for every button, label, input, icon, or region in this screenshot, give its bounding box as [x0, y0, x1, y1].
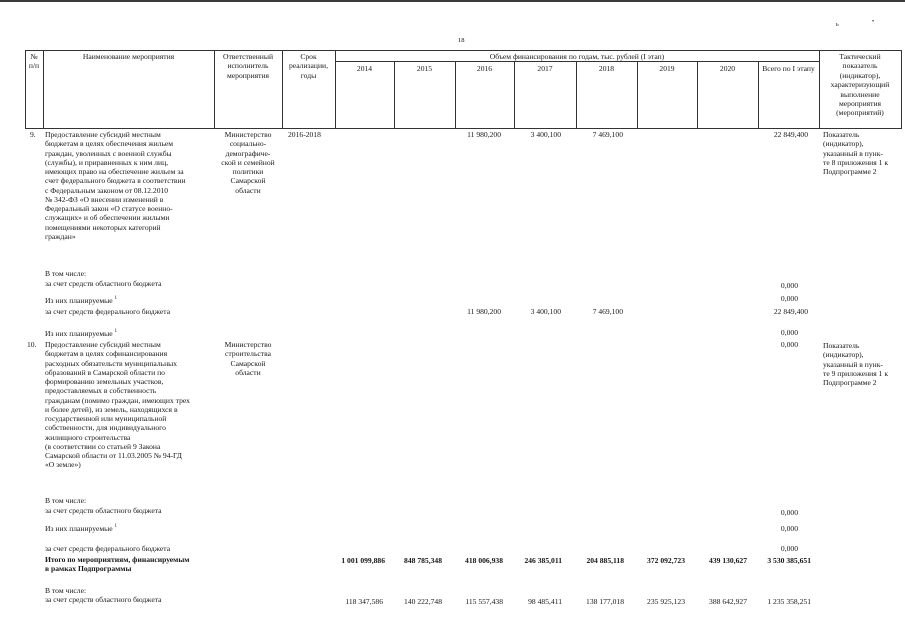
row-term: 2016-2018 [288, 130, 321, 139]
total-2017: 246 385,011 [524, 556, 562, 565]
value-2016: 11 980,200 [467, 307, 501, 316]
total-2019: 372 092,723 [647, 556, 685, 565]
row-indicator: Показатель (индикатор), указанный в пунк- те 8 приложения 1 к Подпрограмме 2 [823, 130, 889, 177]
row-executor: Министерство строительства Самарской области [224, 340, 272, 377]
regional-2018: 138 177,018 [586, 597, 624, 606]
totals-label: Итого по мероприятиям, финансируемым в рамках Подпрограммы [45, 555, 190, 574]
header-total: Всего по I этапу [762, 64, 815, 73]
total-2014: 1 001 099,886 [341, 556, 385, 565]
header-funding: Объем финансирования по годам, тыс. рублей (I этап) [489, 52, 665, 61]
total-2015: 848 785,348 [404, 556, 442, 565]
subrow-label: Из них планируемые $^1$ [45, 524, 118, 533]
value-2018: 7 469,100 [592, 307, 623, 316]
value-2017: 3 400,100 [530, 307, 561, 316]
scan-mark: ь [836, 22, 839, 28]
regional-2017: 98 485,411 [528, 597, 562, 606]
value-2017: 3 400,100 [530, 130, 561, 139]
regional-2016: 115 557,438 [465, 597, 503, 606]
header-number: № п/п [28, 52, 40, 71]
subrow-label: В том числе: [45, 586, 87, 595]
header-year: 2014 [356, 64, 373, 73]
subrow-label: В том числе: [45, 496, 87, 505]
scan-mark: • [872, 19, 875, 25]
value-total: 0,000 [780, 294, 798, 303]
total-all: 3 530 385,651 [767, 556, 811, 565]
header-year: 2020 [719, 64, 736, 73]
regional-2015: 140 222,748 [404, 597, 442, 606]
row-description: Предоставление субсидий местным бюджетам в целях обеспечения жильем граждан, уволенных с военной службы (службы), и приравненных к ним лиц, имеющих право на обеспечение жильем за счет федерального бюджета в соответствии с Федеральным законом от 08.12.2010 № 342-ФЗ «О внесении изменений в Федеральный закон «О статусе военно- служащих» и об обеспечении жилыми помещениями некоторых категорий граждан» [45, 130, 186, 241]
subrow-label: за счет средств федерального бюджета [45, 307, 171, 316]
value-total: 0,000 [780, 544, 798, 553]
header-year: 2018 [598, 64, 615, 73]
row-description: Предоставление субсидий местным бюджетам в целях софинансирования расходных обязательств муниципальных образований в Самарской области по формированию земельных участков, предоставляемых в собственность гражданам (помимо граждан, имеющих трех и более детей), из земель, находящихся в государственной или муниципальной собственности, для индивидуального жилищного строительства (в соответствии со статьей 9 Закона Самарской области от 11.03.2005 № 94-ГД «О земле») [45, 340, 190, 470]
value-total: 0,000 [780, 281, 798, 290]
total-2016: 418 006,938 [465, 556, 503, 565]
value-total: 22 849,400 [773, 307, 808, 316]
value-total: 0,000 [780, 524, 798, 533]
header-executor: Ответственный исполнитель мероприятия [222, 52, 274, 80]
subrow-label: за счет средств областного бюджета [45, 506, 162, 515]
value-total: 0,000 [780, 328, 798, 337]
header-year: 2017 [537, 64, 553, 73]
row-indicator: Показатель (индикатор), указанный в пунк- те 9 приложения 1 к Подпрограмме 2 [823, 341, 889, 388]
value-2016: 11 980,200 [467, 130, 501, 139]
subrow-label: В том числе: [45, 269, 87, 278]
header-indicator: Тактический показатель (индикатор), характеризующий выполнение мероприятия (мероприятий) [830, 52, 890, 118]
page-number: 18 [458, 37, 465, 44]
subrow-label: Из них планируемые $^1$ [45, 329, 118, 338]
regional-2014: 118 347,586 [345, 597, 383, 606]
value-total: 0,000 [780, 508, 798, 517]
total-2018: 204 885,118 [586, 556, 624, 565]
regional-2020: 388 642,927 [709, 597, 747, 606]
value-2018: 7 469,100 [592, 130, 623, 139]
value-total: 22 849,400 [773, 130, 808, 139]
subrow-label: за счет средств областного бюджета [45, 279, 162, 288]
subrow-label: за счет средств областного бюджета [45, 595, 162, 604]
regional-total: 1 235 358,251 [767, 597, 811, 606]
row-number: 10. [27, 340, 37, 349]
header-year: 2016 [476, 64, 493, 73]
header-term: Срок реализации, годы [288, 52, 328, 80]
header-year: 2015 [416, 64, 433, 73]
header-year: 2019 [659, 64, 675, 73]
regional-2019: 235 925,123 [647, 597, 685, 606]
value-total: 0,000 [780, 340, 798, 349]
subrow-label: за счет средств федерального бюджета [45, 544, 171, 553]
header-name: Наименование мероприятия [82, 52, 175, 61]
scan-top-border [0, 0, 905, 2]
subrow-label: Из них планируемые $^1$ [45, 296, 118, 305]
row-number: 9. [30, 130, 36, 139]
row-executor: Министерство социально- демографиче- ской и семейной политики Самарской области [221, 130, 275, 195]
total-2020: 439 130,627 [709, 556, 747, 565]
